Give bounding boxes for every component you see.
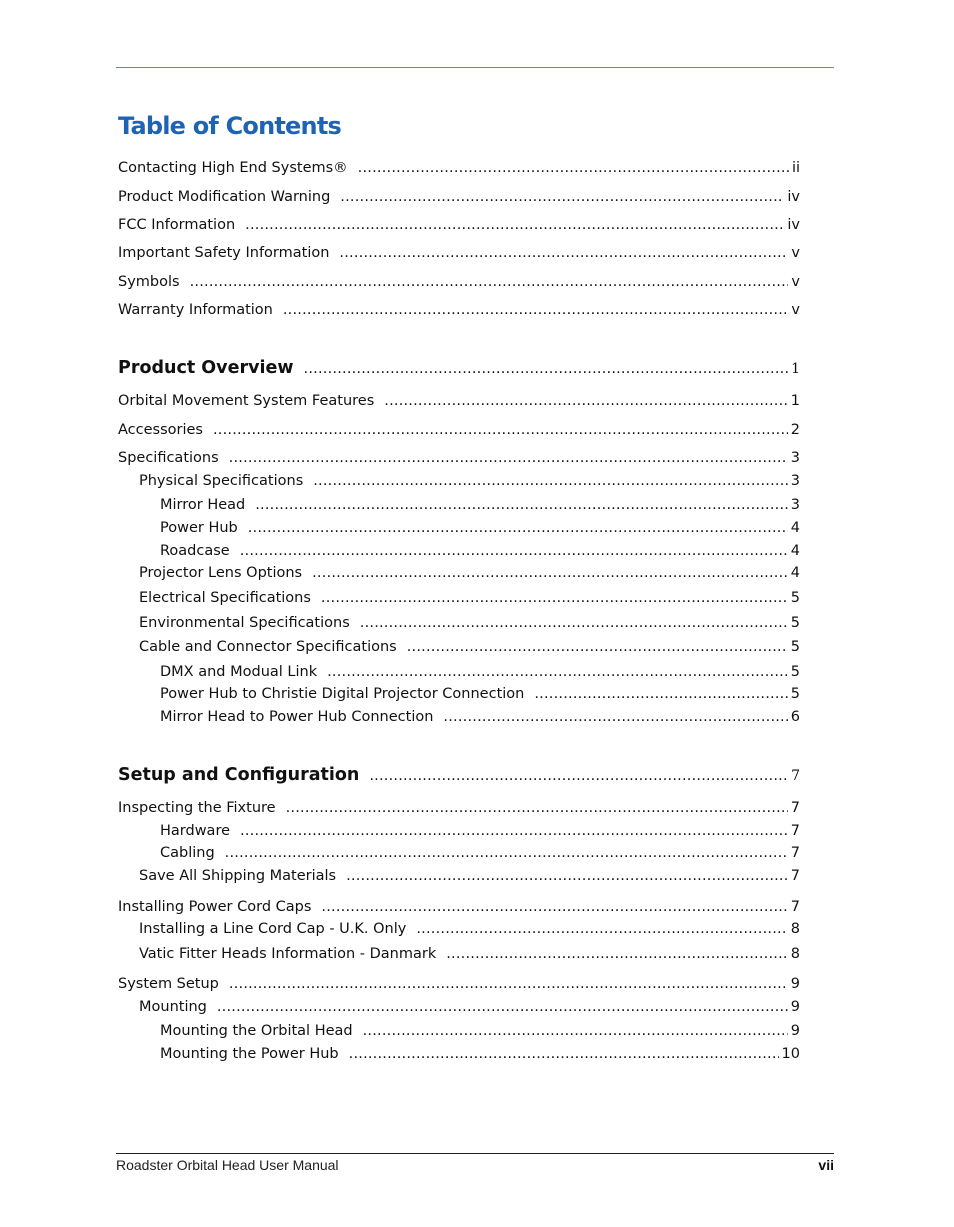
toc-dot-leader bbox=[363, 1022, 788, 1040]
toc-entry-title: Power Hub bbox=[160, 520, 238, 536]
toc-entry-page: 1 bbox=[790, 393, 800, 409]
toc-entry-page: 5 bbox=[790, 615, 800, 631]
toc-entry-page: 8 bbox=[790, 946, 800, 962]
toc-entry[interactable] bbox=[118, 449, 800, 467]
toc-entry-title: Setup and Configuration bbox=[118, 765, 360, 785]
toc-entry-page: 7 bbox=[790, 800, 800, 816]
toc-entry[interactable] bbox=[139, 614, 800, 632]
toc-entry[interactable] bbox=[139, 998, 800, 1016]
toc-entry[interactable] bbox=[139, 472, 800, 490]
toc-entry[interactable] bbox=[118, 244, 800, 262]
toc-entry-page: 7 bbox=[790, 868, 800, 884]
toc-dot-leader bbox=[407, 638, 788, 656]
toc-entry-title: Inspecting the Fixture bbox=[118, 800, 276, 816]
toc-entry-title: Power Hub to Christie Digital Projector Connection bbox=[160, 686, 525, 702]
toc-dot-leader bbox=[217, 998, 788, 1016]
toc-entry-title: Mounting bbox=[139, 999, 207, 1015]
toc-dot-leader bbox=[358, 159, 789, 177]
toc-entry[interactable] bbox=[118, 301, 800, 319]
toc-entry[interactable] bbox=[118, 216, 800, 234]
toc-dot-leader bbox=[446, 945, 788, 963]
toc-entry[interactable] bbox=[160, 1045, 800, 1063]
toc-section-heading[interactable] bbox=[118, 357, 800, 380]
toc-entry-title: Product Overview bbox=[118, 358, 294, 378]
toc-entry[interactable] bbox=[160, 1022, 800, 1040]
toc-dot-leader bbox=[190, 273, 789, 291]
toc-entry-title: Physical Specifications bbox=[139, 473, 304, 489]
toc-dot-leader bbox=[534, 685, 787, 703]
footer-rule bbox=[116, 1153, 834, 1154]
toc-entry-page: 5 bbox=[790, 686, 800, 702]
toc-entry-page: 3 bbox=[790, 497, 800, 513]
toc-entry-page: v bbox=[791, 302, 800, 318]
toc-entry-title: Product Modification Warning bbox=[118, 189, 331, 205]
toc-dot-leader bbox=[321, 589, 788, 607]
toc-dot-leader bbox=[229, 449, 788, 467]
page-title: Table of Contents bbox=[118, 112, 341, 140]
toc-dot-leader bbox=[240, 822, 788, 840]
toc-entry-page: 9 bbox=[790, 1023, 800, 1039]
toc-entry-title: Mounting the Orbital Head bbox=[160, 1023, 353, 1039]
toc-entry-title: Roadcase bbox=[160, 543, 230, 559]
toc-entry[interactable] bbox=[139, 945, 800, 963]
toc-entry[interactable] bbox=[118, 188, 800, 206]
toc-dot-leader bbox=[321, 898, 787, 916]
toc-entry-page: v bbox=[791, 245, 800, 261]
toc-entry-page: 3 bbox=[790, 473, 800, 489]
toc-dot-leader bbox=[360, 614, 788, 632]
toc-entry-page: 8 bbox=[790, 921, 800, 937]
toc-entry-page: v bbox=[791, 274, 800, 290]
toc-entry[interactable] bbox=[118, 799, 800, 817]
toc-entry-title: Vatic Fitter Heads Information - Danmark bbox=[139, 946, 437, 962]
toc-entry-title: Cable and Connector Specifications bbox=[139, 639, 397, 655]
toc-entry[interactable] bbox=[118, 273, 800, 291]
toc-dot-leader bbox=[369, 765, 788, 787]
toc-dot-leader bbox=[286, 799, 788, 817]
toc-entry-page: 7 bbox=[790, 845, 800, 861]
toc-entry-title: Mounting the Power Hub bbox=[160, 1046, 339, 1062]
toc-dot-leader bbox=[245, 216, 784, 234]
toc-entry[interactable] bbox=[118, 159, 800, 177]
toc-dot-leader bbox=[340, 188, 784, 206]
toc-entry-title: Save All Shipping Materials bbox=[139, 868, 337, 884]
toc-entry[interactable] bbox=[160, 519, 800, 537]
toc-entry-title: Environmental Specifications bbox=[139, 615, 350, 631]
toc-dot-leader bbox=[339, 244, 788, 262]
toc-entry-title: Installing Power Cord Caps bbox=[118, 899, 312, 915]
toc-entry-title: Accessories bbox=[118, 422, 203, 438]
toc-dot-leader bbox=[443, 708, 787, 726]
toc-dot-leader bbox=[283, 301, 789, 319]
toc-entry-page: 4 bbox=[790, 565, 800, 581]
footer-manual-title: Roadster Orbital Head User Manual bbox=[116, 1157, 339, 1173]
toc-entry-page: 5 bbox=[790, 590, 800, 606]
toc-entry-title: Contacting High End Systems® bbox=[118, 160, 348, 176]
toc-entry-page: 4 bbox=[790, 543, 800, 559]
toc-entry-title: Warranty Information bbox=[118, 302, 273, 318]
toc-entry-title: Hardware bbox=[160, 823, 231, 839]
toc-entry[interactable] bbox=[139, 867, 800, 885]
toc-dot-leader bbox=[312, 564, 788, 582]
toc-dot-leader bbox=[229, 975, 788, 993]
toc-entry-page: 2 bbox=[790, 422, 800, 438]
toc-entry-title: DMX and Modual Link bbox=[160, 664, 318, 680]
toc-entry-page: 7 bbox=[791, 768, 800, 784]
toc-entry-page: 5 bbox=[790, 664, 800, 680]
toc-entry[interactable] bbox=[160, 822, 800, 840]
toc-entry[interactable] bbox=[139, 564, 800, 582]
toc-entry[interactable] bbox=[118, 898, 800, 916]
toc-entry-title: System Setup bbox=[118, 976, 219, 992]
toc-entry[interactable] bbox=[160, 685, 800, 703]
toc-entry-page: 9 bbox=[790, 976, 800, 992]
toc-dot-leader bbox=[213, 421, 788, 439]
toc-entry-page: 7 bbox=[790, 899, 800, 915]
toc-dot-leader bbox=[248, 519, 788, 537]
toc-entry-page: 5 bbox=[790, 639, 800, 655]
toc-entry-title: Symbols bbox=[118, 274, 180, 290]
toc-entry-title: Electrical Specifications bbox=[139, 590, 311, 606]
toc-entry-page: iv bbox=[787, 189, 800, 205]
toc-dot-leader bbox=[313, 472, 788, 490]
toc-entry-page: 7 bbox=[790, 823, 800, 839]
toc-entry-page: 10 bbox=[781, 1046, 800, 1062]
toc-entry[interactable] bbox=[139, 589, 800, 607]
toc-dot-leader bbox=[240, 542, 788, 560]
toc-entry[interactable] bbox=[139, 638, 800, 656]
toc-entry[interactable] bbox=[160, 663, 800, 681]
toc-entry[interactable] bbox=[160, 708, 800, 726]
toc-dot-leader bbox=[304, 358, 789, 380]
toc-entry-title: Cabling bbox=[160, 845, 215, 861]
toc-entry[interactable] bbox=[160, 496, 800, 514]
toc-entry-page: 6 bbox=[790, 709, 800, 725]
toc-dot-leader bbox=[416, 920, 787, 938]
toc-entry-title: FCC Information bbox=[118, 217, 236, 233]
toc-entry-title: Projector Lens Options bbox=[139, 565, 303, 581]
toc-entry-title: Mirror Head to Power Hub Connection bbox=[160, 709, 434, 725]
toc-entry-title: Installing a Line Cord Cap - U.K. Only bbox=[139, 921, 407, 937]
toc-dot-leader bbox=[346, 867, 788, 885]
toc-entry-title: Mirror Head bbox=[160, 497, 246, 513]
toc-section-heading[interactable] bbox=[118, 764, 800, 787]
toc-entry-page: 1 bbox=[791, 361, 800, 377]
toc-entry-page: iv bbox=[787, 217, 800, 233]
toc-entry-title: Orbital Movement System Features bbox=[118, 393, 375, 409]
toc-dot-leader bbox=[327, 663, 788, 681]
toc-entry[interactable] bbox=[118, 975, 800, 993]
toc-dot-leader bbox=[225, 844, 788, 862]
toc-entry-page: 9 bbox=[790, 999, 800, 1015]
toc-entry-title: Specifications bbox=[118, 450, 219, 466]
toc-entry[interactable] bbox=[139, 920, 800, 938]
toc-dot-leader bbox=[255, 496, 788, 514]
toc-entry-page: 3 bbox=[790, 450, 800, 466]
toc-dot-leader bbox=[384, 392, 788, 410]
toc-dot-leader bbox=[349, 1045, 779, 1063]
toc-entry[interactable] bbox=[160, 542, 800, 560]
toc-entry-page: ii bbox=[791, 160, 800, 176]
toc-entry[interactable] bbox=[118, 421, 800, 439]
toc-entry-page: 4 bbox=[790, 520, 800, 536]
toc-entry[interactable] bbox=[160, 844, 800, 862]
toc-entry[interactable] bbox=[118, 392, 800, 410]
footer-page-number: vii bbox=[818, 1157, 834, 1173]
toc-entry-title: Important Safety Information bbox=[118, 245, 330, 261]
